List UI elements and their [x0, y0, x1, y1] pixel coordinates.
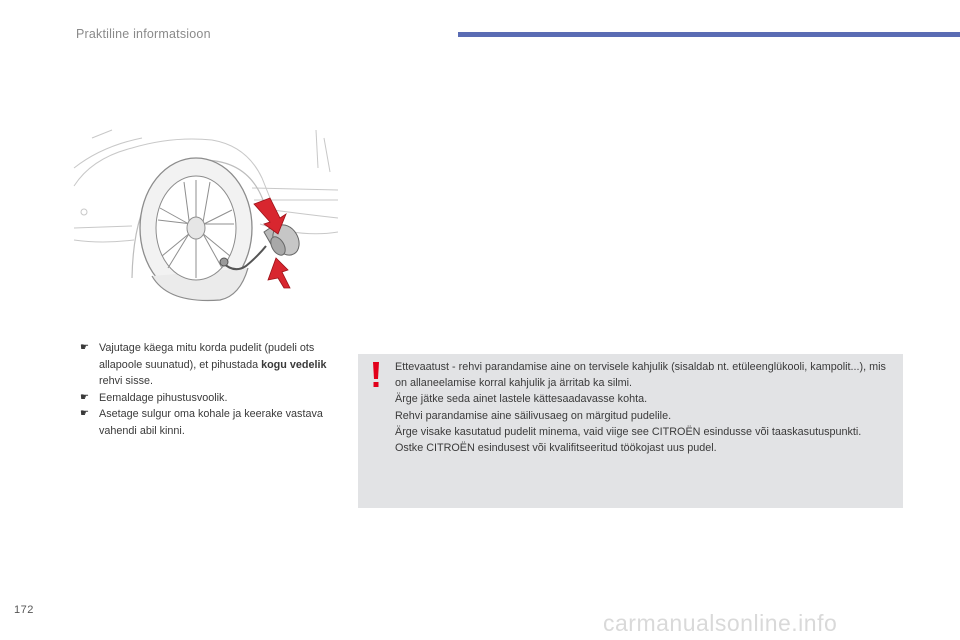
step-text-end: rehvi sisse.	[99, 375, 154, 387]
warning-line: Ostke CITROËN esindusest või kvalifitseeritud töökojast uus pudel.	[395, 442, 717, 455]
watermark: carmanualsonline.info	[603, 610, 838, 636]
step-item	[78, 390, 340, 407]
pointing-hand-icon: ☛	[80, 391, 89, 403]
pointing-hand-icon: ☛	[80, 408, 89, 419]
step-item	[78, 340, 340, 390]
warning-line: Rehvi parandamise aine säilivusaeg on märgitud pudelile.	[395, 409, 672, 422]
warning-line: Ärge jätke seda ainet lastele kättesaadavasse kohta.	[395, 393, 648, 406]
pointing-hand-icon: ☛	[80, 342, 89, 353]
instruction-steps	[78, 340, 340, 439]
step-text: Vajutage käega mitu korda pudelit (pudeli ots allapoole suunatud), et pihustada	[99, 342, 315, 371]
exclamation-icon	[368, 360, 384, 390]
warning-line: Ärge visake kasutatud pudelit minema, vaid viige see CITROËN esindusse või taaskasutuspunkti.	[395, 425, 862, 438]
warning-text	[395, 359, 890, 456]
header-accent-bar	[458, 32, 960, 37]
header-title: Praktiline informatsioon	[76, 27, 211, 41]
tire-repair-illustration	[72, 128, 338, 310]
step-text: Asetage sulgur oma kohale ja keerake vastava vahendi abil kinni.	[99, 408, 323, 437]
step-item	[78, 406, 340, 439]
step-text: Eemaldage pihustusvoolik.	[99, 391, 228, 404]
warning-box	[358, 354, 903, 508]
warning-line: Ettevaatust - rehvi parandamise aine on tervisele kahjulik (sisaldab nt. etüleenglükooli, kampolit...), mis on allaneelamise korral kahjulik ja ärritab ka silmi.	[395, 361, 886, 390]
step-bold-text: kogu vedelik	[261, 358, 327, 371]
page-number: 172	[14, 604, 34, 616]
